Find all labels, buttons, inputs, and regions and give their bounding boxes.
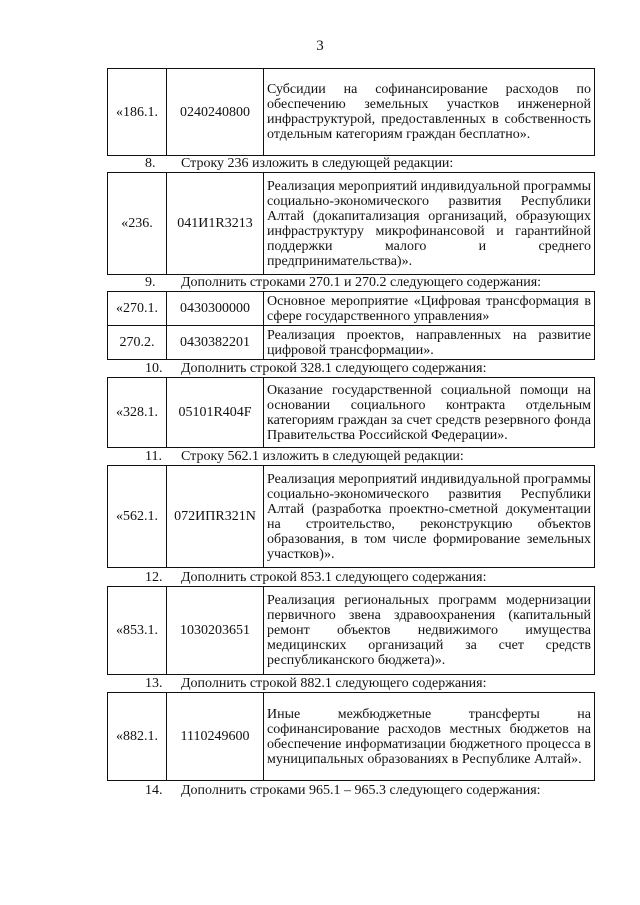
- budget-table: [107, 172, 595, 275]
- instruction-text: Дополнить строкой 853.1 следующего содержания:: [181, 570, 487, 585]
- row-description: Основное мероприятие «Цифровая трансформация в сфере государственного управления»: [264, 292, 595, 326]
- instruction-text: Строку 236 изложить в следующей редакции:: [181, 156, 454, 171]
- instruction-11: [145, 449, 464, 464]
- row-description: Реализация региональных программ модернизации первичного звена здравоохранения (капитальный ремонт объектов недвижимого имущества медицинских организаций за счет средств республиканского бюджета)».: [264, 587, 595, 675]
- instruction-13: [145, 676, 486, 691]
- instruction-text: Дополнить строкой 882.1 следующего содержания:: [181, 676, 487, 691]
- row-description: Иные межбюджетные трансферты на софинансирование расходов местных бюджетов на обеспечение информатизации бюджетного процесса в муниципальных образованиях в Республике Алтай».: [264, 693, 595, 781]
- budget-table: [107, 377, 595, 448]
- instruction-number: 13.: [145, 676, 163, 691]
- row-number: «853.1.: [108, 587, 167, 675]
- table-row: [108, 69, 595, 156]
- table-row: [108, 693, 595, 781]
- instruction-number: 11.: [145, 449, 162, 464]
- instruction-14: [145, 783, 541, 798]
- row-code: 05101R404F: [167, 378, 264, 448]
- table-block-882-1: [107, 692, 595, 781]
- row-description: Реализация проектов, направленных на развитие цифровой трансформации».: [264, 326, 595, 360]
- table-block-328-1: [107, 377, 595, 448]
- row-number: «882.1.: [108, 693, 167, 781]
- instruction-number: 10.: [145, 361, 163, 376]
- row-code: 0430300000: [167, 292, 264, 326]
- instruction-text: Строку 562.1 изложить в следующей редакции:: [181, 449, 464, 464]
- table-block-186-1: [107, 68, 595, 156]
- instruction-text: Дополнить строками 270.1 и 270.2 следующего содержания:: [181, 275, 542, 290]
- row-description: Реализация мероприятий индивидуальной программы социально-экономического развития Республики Алтай (разработка проектно-сметной документации на строительство, реконструкцию объектов образования, в том числе формирование земельных участков)».: [264, 466, 595, 568]
- instruction-9: [145, 275, 541, 290]
- table-block-270: [107, 291, 595, 360]
- instruction-number: 8.: [145, 156, 156, 171]
- row-description: Субсидии на софинансирование расходов по обеспечению земельных участков инженерной инфраструктурой, предоставленных в собственность отдельным категориям граждан бесплатно».: [264, 69, 595, 156]
- row-code: 1110249600: [167, 693, 264, 781]
- instruction-number: 14.: [145, 783, 163, 798]
- row-number: «236.: [108, 173, 167, 275]
- instruction-10: [145, 361, 486, 376]
- table-block-562-1: [107, 465, 595, 568]
- instruction-12: [145, 570, 486, 585]
- table-block-236: [107, 172, 595, 275]
- row-code: 0240240800: [167, 69, 264, 156]
- page-number: 3: [316, 38, 324, 54]
- row-code: 0430382201: [167, 326, 264, 360]
- row-code: 072ИПR321N: [167, 466, 264, 568]
- row-number: «270.1.: [108, 292, 167, 326]
- budget-table: [107, 692, 595, 781]
- budget-table: [107, 586, 595, 675]
- table-block-853-1: [107, 586, 595, 675]
- row-number: «186.1.: [108, 69, 167, 156]
- row-description: Оказание государственной социальной помощи на основании социального контракта отдельным категориям граждан за счет средств резервного фонда Правительства Российской Федерации».: [264, 378, 595, 448]
- table-row: [108, 587, 595, 675]
- row-description: Реализация мероприятий индивидуальной программы социально-экономического развития Республики Алтай (докапитализация организаций, образующих инфраструктуру микрофинансовой и гарантийной поддержки малого и среднего предпринимательства)».: [264, 173, 595, 275]
- instruction-number: 9.: [145, 275, 156, 290]
- table-row: [108, 466, 595, 568]
- budget-table: [107, 465, 595, 568]
- instruction-text: Дополнить строкой 328.1 следующего содержания:: [181, 361, 487, 376]
- row-code: 041И1R3213: [167, 173, 264, 275]
- table-row: [108, 292, 595, 326]
- row-code: 1030203651: [167, 587, 264, 675]
- table-row: [108, 173, 595, 275]
- budget-table: [107, 291, 595, 360]
- table-row: [108, 326, 595, 360]
- instruction-number: 12.: [145, 570, 163, 585]
- row-number: «562.1.: [108, 466, 167, 568]
- instruction-text: Дополнить строками 965.1 – 965.3 следующего содержания:: [181, 783, 541, 798]
- row-number: 270.2.: [108, 326, 167, 360]
- row-number: «328.1.: [108, 378, 167, 448]
- table-row: [108, 378, 595, 448]
- budget-table: [107, 68, 595, 156]
- instruction-8: [145, 156, 453, 171]
